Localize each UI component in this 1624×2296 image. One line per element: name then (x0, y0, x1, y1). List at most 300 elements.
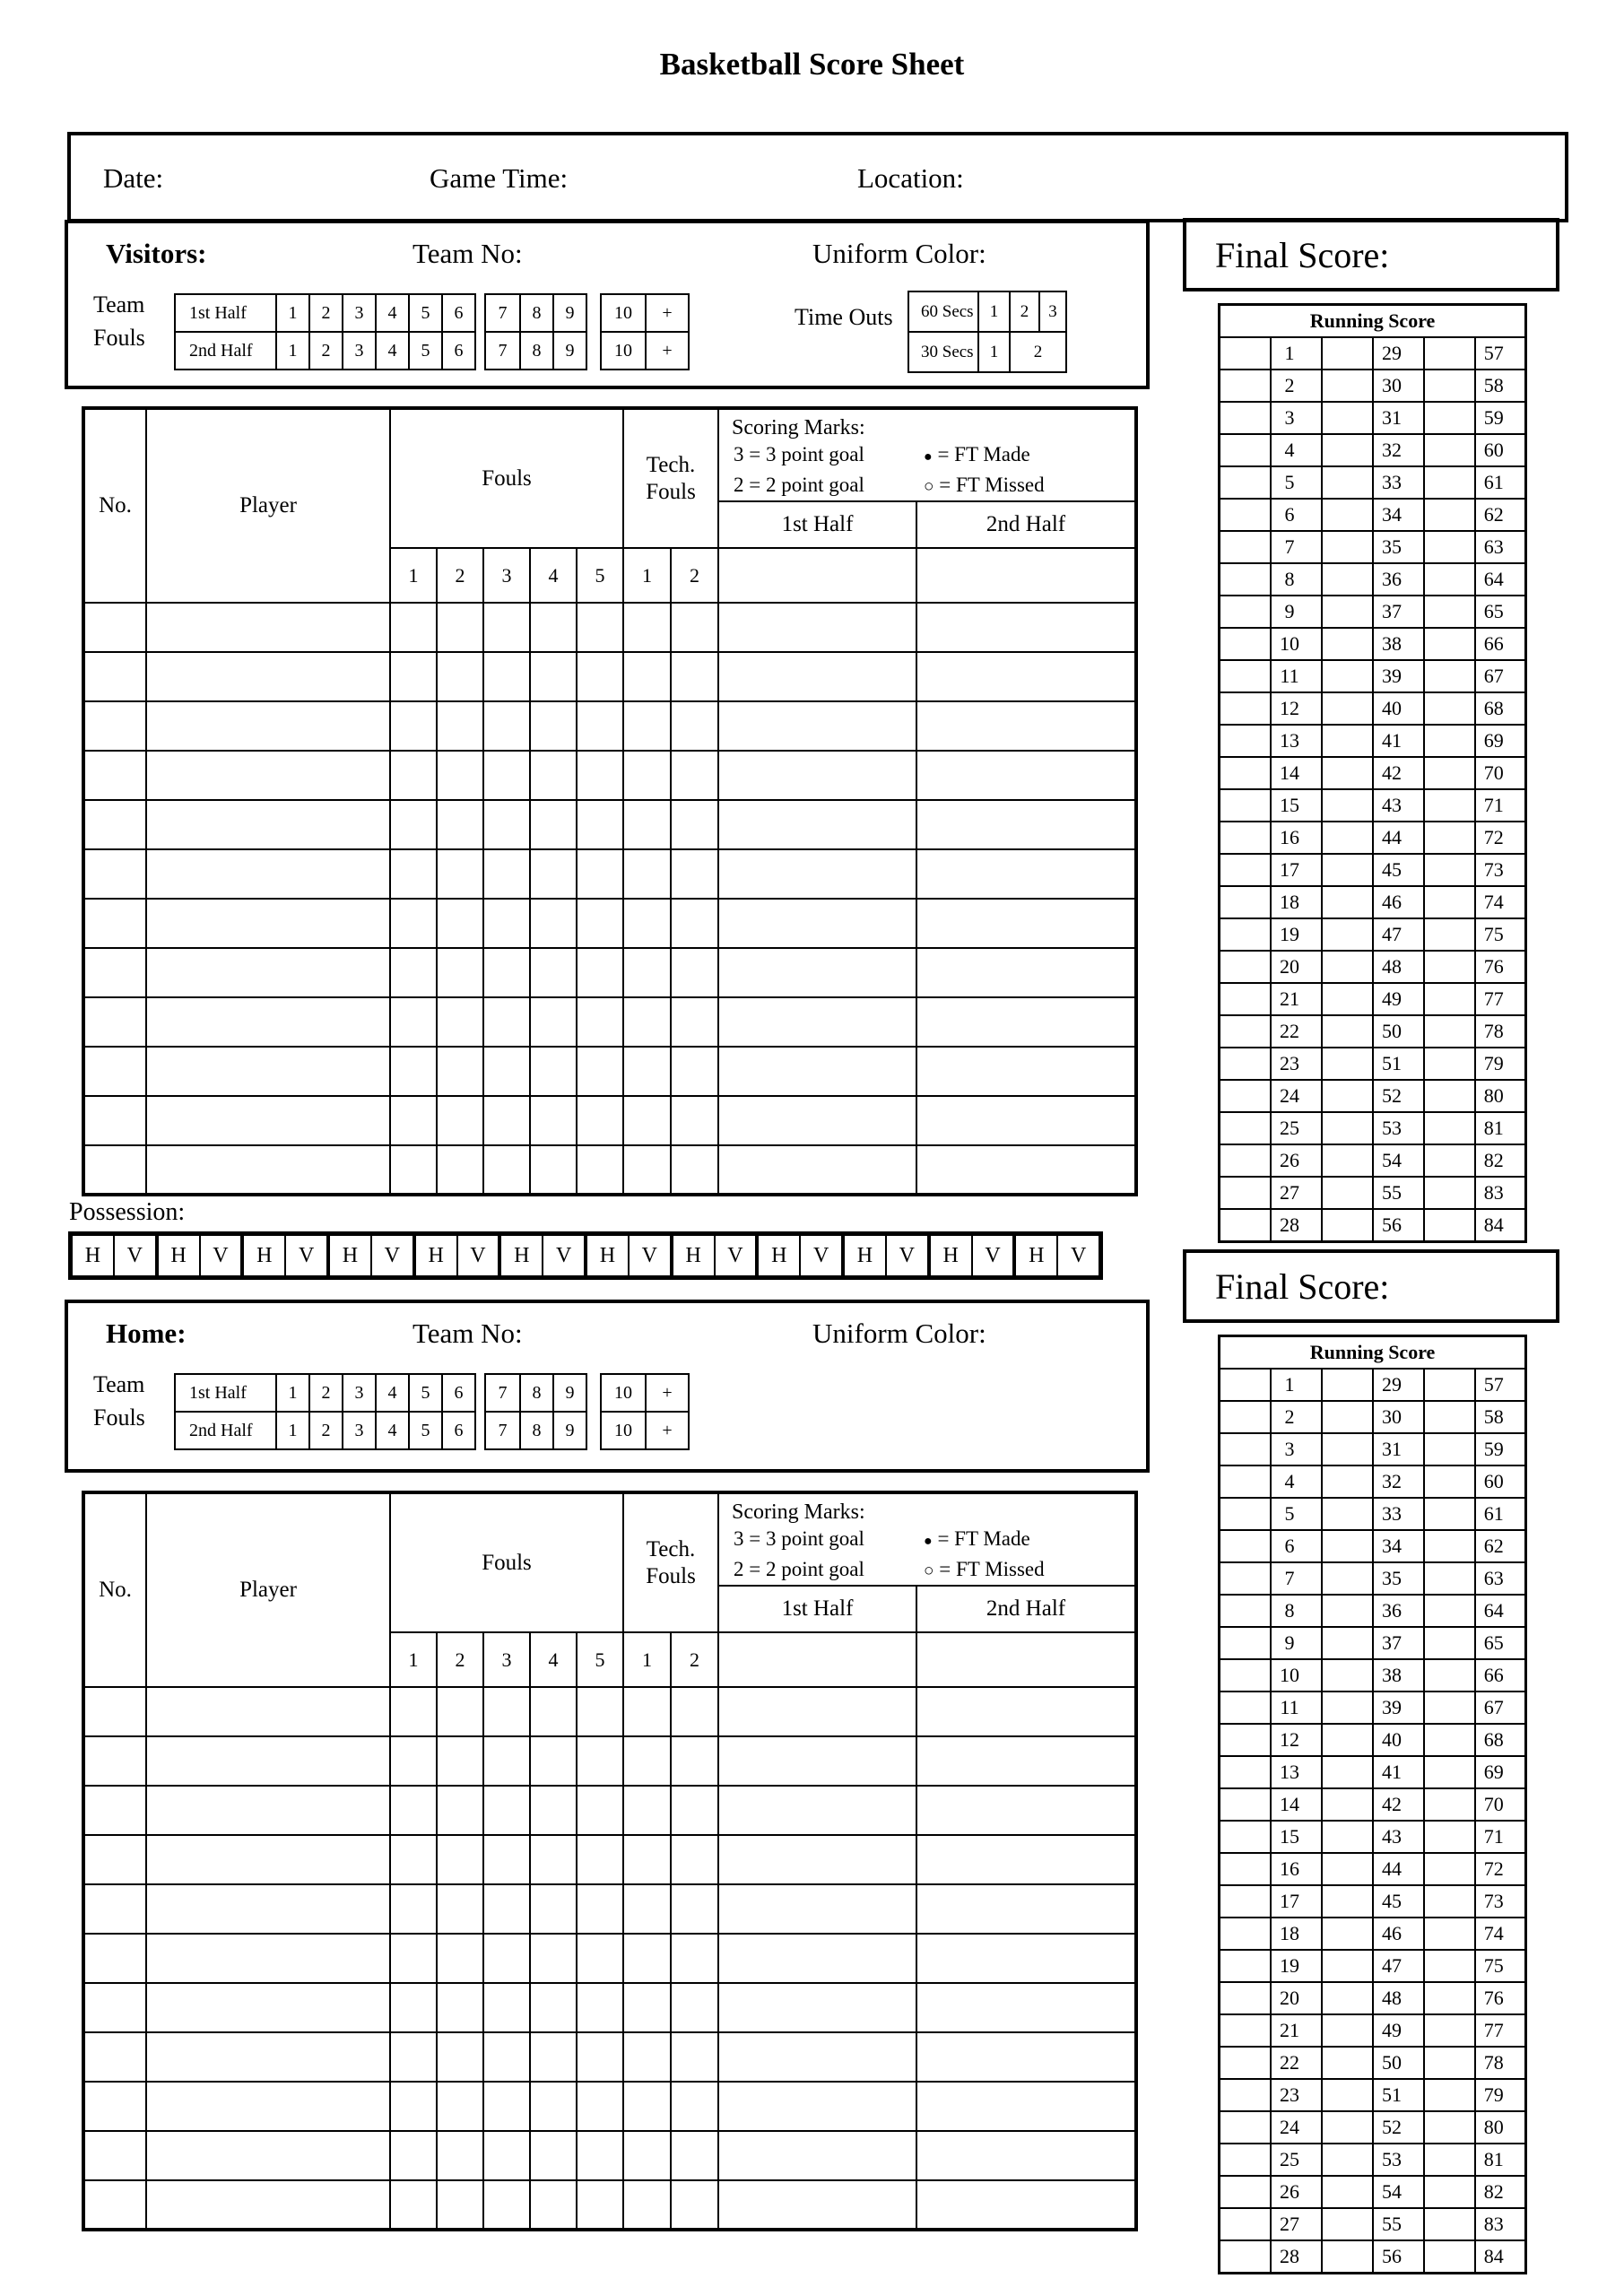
foul-mark-cell[interactable] (437, 1934, 483, 1983)
running-score-number-cell[interactable]: 72 (1475, 1853, 1526, 1885)
running-score-number-cell[interactable]: 35 (1373, 1562, 1424, 1595)
running-score-number-cell[interactable]: 77 (1475, 983, 1526, 1015)
player-name-cell[interactable] (146, 1786, 390, 1835)
foul-mark-cell[interactable] (530, 603, 577, 652)
foul-mark-cell[interactable] (390, 652, 437, 701)
foul-mark-cell[interactable] (483, 1736, 530, 1786)
running-score-entry-cell[interactable] (1220, 983, 1271, 1015)
team-foul-number-cell[interactable]: 2 (308, 295, 342, 331)
first-half-score-cell[interactable] (718, 1047, 916, 1096)
foul-mark-cell[interactable] (390, 997, 437, 1047)
running-score-number-cell[interactable]: 67 (1475, 1692, 1526, 1724)
running-score-entry-cell[interactable] (1424, 1627, 1475, 1659)
running-score-number-cell[interactable]: 65 (1475, 596, 1526, 628)
foul-mark-cell[interactable] (390, 899, 437, 948)
running-score-number-cell[interactable]: 74 (1475, 886, 1526, 918)
first-half-score-cell[interactable] (718, 1736, 916, 1786)
running-score-entry-cell[interactable] (1220, 2144, 1271, 2176)
team-foul-number-cell[interactable]: 9 (552, 333, 586, 369)
tech-foul-mark-cell[interactable] (671, 1736, 718, 1786)
team-foul-number-cell[interactable]: 6 (441, 1413, 474, 1448)
foul-mark-cell[interactable] (530, 997, 577, 1047)
running-score-entry-cell[interactable] (1322, 822, 1373, 854)
tech-foul-mark-cell[interactable] (671, 800, 718, 849)
running-score-entry-cell[interactable] (1424, 1756, 1475, 1788)
running-score-entry-cell[interactable] (1322, 1498, 1373, 1530)
running-score-number-cell[interactable]: 42 (1373, 757, 1424, 789)
running-score-entry-cell[interactable] (1424, 2047, 1475, 2079)
running-score-number-cell[interactable]: 59 (1475, 402, 1526, 434)
running-score-number-cell[interactable]: 50 (1373, 1015, 1424, 1048)
foul-mark-cell[interactable] (483, 849, 530, 899)
running-score-entry-cell[interactable] (1322, 1144, 1373, 1177)
possession-home-cell[interactable]: H (501, 1236, 543, 1275)
running-score-number-cell[interactable]: 26 (1271, 1144, 1322, 1177)
team-foul-number-cell[interactable]: 4 (375, 333, 408, 369)
team-foul-number-cell[interactable]: 6 (441, 333, 474, 369)
tech-foul-mark-cell[interactable] (671, 1786, 718, 1835)
foul-mark-cell[interactable] (530, 1047, 577, 1096)
running-score-number-cell[interactable]: 53 (1373, 1112, 1424, 1144)
tech-foul-mark-cell[interactable] (671, 1983, 718, 2032)
running-score-number-cell[interactable]: 27 (1271, 1177, 1322, 1209)
running-score-entry-cell[interactable] (1322, 466, 1373, 499)
running-score-entry-cell[interactable] (1424, 596, 1475, 628)
running-score-number-cell[interactable]: 15 (1271, 789, 1322, 822)
running-score-number-cell[interactable]: 12 (1271, 1724, 1322, 1756)
running-score-entry-cell[interactable] (1220, 1724, 1271, 1756)
running-score-entry-cell[interactable] (1322, 1465, 1373, 1498)
foul-mark-cell[interactable] (530, 2082, 577, 2131)
running-score-entry-cell[interactable] (1220, 692, 1271, 725)
team-foul-number-cell[interactable]: + (645, 1375, 688, 1411)
foul-mark-cell[interactable] (530, 2180, 577, 2230)
running-score-number-cell[interactable]: 12 (1271, 692, 1322, 725)
foul-mark-cell[interactable] (530, 948, 577, 997)
running-score-number-cell[interactable]: 52 (1373, 2111, 1424, 2144)
running-score-entry-cell[interactable] (1220, 2208, 1271, 2240)
player-name-cell[interactable] (146, 1835, 390, 1884)
foul-mark-cell[interactable] (483, 1047, 530, 1096)
running-score-number-cell[interactable]: 28 (1271, 2240, 1322, 2274)
running-score-entry-cell[interactable] (1220, 1692, 1271, 1724)
foul-mark-cell[interactable] (577, 2131, 623, 2180)
running-score-number-cell[interactable]: 83 (1475, 1177, 1526, 1209)
player-no-cell[interactable] (83, 603, 146, 652)
running-score-number-cell[interactable]: 81 (1475, 1112, 1526, 1144)
running-score-entry-cell[interactable] (1424, 1853, 1475, 1885)
running-score-entry-cell[interactable] (1220, 1015, 1271, 1048)
player-name-cell[interactable] (146, 1687, 390, 1736)
running-score-entry-cell[interactable] (1424, 918, 1475, 951)
player-no-cell[interactable] (83, 1786, 146, 1835)
foul-mark-cell[interactable] (577, 2032, 623, 2082)
running-score-number-cell[interactable]: 67 (1475, 660, 1526, 692)
running-score-number-cell[interactable]: 33 (1373, 1498, 1424, 1530)
second-half-score-cell[interactable] (916, 652, 1136, 701)
running-score-number-cell[interactable]: 38 (1373, 1659, 1424, 1692)
foul-mark-cell[interactable] (390, 1934, 437, 1983)
team-foul-number-cell[interactable]: 2 (308, 1375, 342, 1411)
foul-mark-cell[interactable] (390, 2180, 437, 2230)
running-score-number-cell[interactable]: 28 (1271, 1209, 1322, 1242)
running-score-number-cell[interactable]: 5 (1271, 1498, 1322, 1530)
running-score-number-cell[interactable]: 9 (1271, 1627, 1322, 1659)
foul-mark-cell[interactable] (390, 2082, 437, 2131)
team-foul-number-cell[interactable]: 3 (342, 1375, 375, 1411)
running-score-entry-cell[interactable] (1322, 951, 1373, 983)
tech-foul-mark-cell[interactable] (671, 1934, 718, 1983)
running-score-number-cell[interactable]: 71 (1475, 1821, 1526, 1853)
tech-foul-mark-cell[interactable] (623, 2082, 671, 2131)
running-score-number-cell[interactable]: 8 (1271, 563, 1322, 596)
running-score-entry-cell[interactable] (1220, 499, 1271, 531)
running-score-entry-cell[interactable] (1220, 2079, 1271, 2111)
running-score-number-cell[interactable]: 62 (1475, 499, 1526, 531)
running-score-number-cell[interactable]: 57 (1475, 1369, 1526, 1401)
running-score-number-cell[interactable]: 43 (1373, 1821, 1424, 1853)
foul-mark-cell[interactable] (577, 997, 623, 1047)
second-half-score-cell[interactable] (916, 701, 1136, 751)
foul-mark-cell[interactable] (437, 603, 483, 652)
running-score-number-cell[interactable]: 63 (1475, 531, 1526, 563)
running-score-entry-cell[interactable] (1322, 596, 1373, 628)
running-score-entry-cell[interactable] (1220, 951, 1271, 983)
running-score-number-cell[interactable]: 18 (1271, 886, 1322, 918)
possession-visitor-cell[interactable]: V (1070, 1243, 1087, 1267)
running-score-number-cell[interactable]: 32 (1373, 434, 1424, 466)
foul-mark-cell[interactable] (577, 948, 623, 997)
foul-mark-cell[interactable] (577, 2082, 623, 2131)
team-foul-number-cell[interactable]: 8 (519, 333, 552, 369)
running-score-entry-cell[interactable] (1424, 1918, 1475, 1950)
foul-mark-cell[interactable] (577, 1884, 623, 1934)
running-score-entry-cell[interactable] (1424, 951, 1475, 983)
tech-foul-mark-cell[interactable] (671, 2032, 718, 2082)
running-score-number-cell[interactable]: 23 (1271, 1048, 1322, 1080)
foul-mark-cell[interactable] (483, 1835, 530, 1884)
running-score-entry-cell[interactable] (1220, 596, 1271, 628)
foul-mark-cell[interactable] (483, 2131, 530, 2180)
foul-mark-cell[interactable] (437, 2131, 483, 2180)
tech-foul-mark-cell[interactable] (623, 1047, 671, 1096)
player-no-cell[interactable] (83, 1835, 146, 1884)
second-half-score-cell[interactable] (916, 1687, 1136, 1736)
running-score-entry-cell[interactable] (1424, 1821, 1475, 1853)
running-score-number-cell[interactable]: 64 (1475, 1595, 1526, 1627)
tech-foul-mark-cell[interactable] (671, 948, 718, 997)
running-score-entry-cell[interactable] (1424, 2208, 1475, 2240)
second-half-score-cell[interactable] (916, 2180, 1136, 2230)
running-score-entry-cell[interactable] (1322, 1692, 1373, 1724)
running-score-number-cell[interactable]: 73 (1475, 1885, 1526, 1918)
foul-mark-cell[interactable] (437, 1096, 483, 1145)
possession-visitor-cell[interactable]: V (384, 1243, 400, 1267)
running-score-number-cell[interactable]: 31 (1373, 1433, 1424, 1465)
running-score-entry-cell[interactable] (1322, 370, 1373, 402)
running-score-number-cell[interactable]: 64 (1475, 563, 1526, 596)
foul-mark-cell[interactable] (390, 2131, 437, 2180)
running-score-entry-cell[interactable] (1424, 1982, 1475, 2014)
team-foul-number-cell[interactable]: 2 (308, 1413, 342, 1448)
foul-mark-cell[interactable] (390, 948, 437, 997)
running-score-entry-cell[interactable] (1424, 434, 1475, 466)
foul-mark-cell[interactable] (577, 1145, 623, 1195)
possession-home-cell[interactable]: H (73, 1236, 115, 1275)
running-score-number-cell[interactable]: 59 (1475, 1433, 1526, 1465)
running-score-entry-cell[interactable] (1424, 725, 1475, 757)
running-score-entry-cell[interactable] (1322, 725, 1373, 757)
running-score-entry-cell[interactable] (1424, 1885, 1475, 1918)
player-name-cell[interactable] (146, 899, 390, 948)
running-score-entry-cell[interactable] (1424, 854, 1475, 886)
foul-mark-cell[interactable] (530, 1983, 577, 2032)
running-score-entry-cell[interactable] (1322, 983, 1373, 1015)
running-score-number-cell[interactable]: 54 (1373, 2176, 1424, 2208)
running-score-number-cell[interactable]: 68 (1475, 692, 1526, 725)
possession-home-cell[interactable]: H (1016, 1236, 1058, 1275)
running-score-entry-cell[interactable] (1322, 1756, 1373, 1788)
running-score-entry-cell[interactable] (1220, 1498, 1271, 1530)
running-score-entry-cell[interactable] (1424, 2079, 1475, 2111)
running-score-number-cell[interactable]: 5 (1271, 466, 1322, 499)
running-score-number-cell[interactable]: 21 (1271, 2014, 1322, 2047)
running-score-entry-cell[interactable] (1322, 531, 1373, 563)
running-score-entry-cell[interactable] (1424, 499, 1475, 531)
running-score-entry-cell[interactable] (1322, 757, 1373, 789)
foul-mark-cell[interactable] (577, 701, 623, 751)
possession-visitor-cell[interactable]: V (727, 1243, 743, 1267)
possession-visitor-cell[interactable]: V (555, 1243, 572, 1267)
running-score-number-cell[interactable]: 15 (1271, 1821, 1322, 1853)
timeout-number-cell[interactable]: 1 (977, 292, 1009, 331)
running-score-number-cell[interactable]: 19 (1271, 1950, 1322, 1982)
possession-home-cell[interactable]: H (673, 1236, 716, 1275)
possession-visitor-cell[interactable]: V (985, 1243, 1001, 1267)
player-no-cell[interactable] (83, 2082, 146, 2131)
player-name-cell[interactable] (146, 1934, 390, 1983)
team-foul-number-cell[interactable]: 10 (614, 340, 632, 361)
player-no-cell[interactable] (83, 849, 146, 899)
foul-mark-cell[interactable] (390, 2032, 437, 2082)
foul-mark-cell[interactable] (530, 1096, 577, 1145)
running-score-entry-cell[interactable] (1424, 2014, 1475, 2047)
running-score-number-cell[interactable]: 35 (1373, 531, 1424, 563)
running-score-number-cell[interactable]: 25 (1271, 1112, 1322, 1144)
tech-foul-mark-cell[interactable] (671, 603, 718, 652)
second-half-score-cell[interactable] (916, 1736, 1136, 1786)
team-foul-number-cell[interactable]: 9 (552, 1375, 586, 1411)
tech-foul-mark-cell[interactable] (671, 652, 718, 701)
second-half-score-cell[interactable] (916, 1786, 1136, 1835)
running-score-entry-cell[interactable] (1424, 1950, 1475, 1982)
running-score-number-cell[interactable]: 74 (1475, 1918, 1526, 1950)
second-half-score-cell[interactable] (916, 948, 1136, 997)
possession-visitor-cell[interactable]: V (126, 1243, 143, 1267)
running-score-number-cell[interactable]: 22 (1271, 1015, 1322, 1048)
tech-foul-mark-cell[interactable] (623, 1736, 671, 1786)
running-score-entry-cell[interactable] (1322, 2208, 1373, 2240)
foul-mark-cell[interactable] (390, 1687, 437, 1736)
player-name-cell[interactable] (146, 2082, 390, 2131)
first-half-score-cell[interactable] (718, 751, 916, 800)
foul-mark-cell[interactable] (390, 1835, 437, 1884)
foul-mark-cell[interactable] (437, 1983, 483, 2032)
foul-mark-cell[interactable] (390, 849, 437, 899)
running-score-number-cell[interactable]: 49 (1373, 983, 1424, 1015)
running-score-number-cell[interactable]: 2 (1271, 1401, 1322, 1433)
running-score-number-cell[interactable]: 70 (1475, 1788, 1526, 1821)
foul-mark-cell[interactable] (483, 1934, 530, 1983)
running-score-entry-cell[interactable] (1322, 402, 1373, 434)
foul-mark-cell[interactable] (483, 948, 530, 997)
foul-mark-cell[interactable] (390, 800, 437, 849)
possession-home-cell[interactable]: H (845, 1236, 887, 1275)
foul-mark-cell[interactable] (390, 751, 437, 800)
running-score-entry-cell[interactable] (1322, 499, 1373, 531)
running-score-number-cell[interactable]: 36 (1373, 563, 1424, 596)
running-score-number-cell[interactable]: 77 (1475, 2014, 1526, 2047)
running-score-entry-cell[interactable] (1220, 563, 1271, 596)
foul-mark-cell[interactable] (530, 1835, 577, 1884)
foul-mark-cell[interactable] (577, 652, 623, 701)
running-score-entry-cell[interactable] (1220, 628, 1271, 660)
running-score-entry-cell[interactable] (1220, 1627, 1271, 1659)
foul-mark-cell[interactable] (577, 849, 623, 899)
running-score-entry-cell[interactable] (1424, 1692, 1475, 1724)
second-half-score-cell[interactable] (916, 2032, 1136, 2082)
running-score-entry-cell[interactable] (1322, 854, 1373, 886)
tech-foul-mark-cell[interactable] (671, 1835, 718, 1884)
foul-mark-cell[interactable] (390, 1096, 437, 1145)
running-score-entry-cell[interactable] (1220, 1821, 1271, 1853)
running-score-entry-cell[interactable] (1220, 1918, 1271, 1950)
running-score-number-cell[interactable]: 38 (1373, 628, 1424, 660)
running-score-number-cell[interactable]: 41 (1373, 725, 1424, 757)
running-score-number-cell[interactable]: 17 (1271, 1885, 1322, 1918)
player-name-cell[interactable] (146, 1983, 390, 2032)
running-score-number-cell[interactable]: 81 (1475, 2144, 1526, 2176)
running-score-number-cell[interactable]: 47 (1373, 1950, 1424, 1982)
running-score-number-cell[interactable]: 60 (1475, 434, 1526, 466)
foul-mark-cell[interactable] (390, 1145, 437, 1195)
second-half-score-cell[interactable] (916, 2131, 1136, 2180)
possession-visitor-cell[interactable]: V (641, 1243, 657, 1267)
running-score-entry-cell[interactable] (1220, 2111, 1271, 2144)
running-score-number-cell[interactable]: 76 (1475, 951, 1526, 983)
player-no-cell[interactable] (83, 948, 146, 997)
player-no-cell[interactable] (83, 1096, 146, 1145)
running-score-number-cell[interactable]: 3 (1271, 1433, 1322, 1465)
player-name-cell[interactable] (146, 1884, 390, 1934)
team-foul-number-cell[interactable]: 5 (408, 333, 441, 369)
running-score-entry-cell[interactable] (1322, 563, 1373, 596)
foul-mark-cell[interactable] (483, 899, 530, 948)
possession-visitor-cell[interactable]: V (899, 1243, 915, 1267)
timeout-number-cell[interactable]: 2 (1009, 292, 1038, 331)
running-score-number-cell[interactable]: 3 (1271, 402, 1322, 434)
team-foul-number-cell[interactable]: 7 (498, 1382, 508, 1403)
player-name-cell[interactable] (146, 800, 390, 849)
first-half-score-cell[interactable] (718, 997, 916, 1047)
player-name-cell[interactable] (146, 997, 390, 1047)
running-score-entry-cell[interactable] (1220, 1950, 1271, 1982)
player-name-cell[interactable] (146, 2131, 390, 2180)
running-score-entry-cell[interactable] (1322, 789, 1373, 822)
possession-home-cell[interactable]: H (159, 1236, 201, 1275)
running-score-entry-cell[interactable] (1322, 1950, 1373, 1982)
foul-mark-cell[interactable] (530, 1786, 577, 1835)
running-score-number-cell[interactable]: 13 (1271, 725, 1322, 757)
running-score-number-cell[interactable]: 52 (1373, 1080, 1424, 1112)
foul-mark-cell[interactable] (530, 2131, 577, 2180)
foul-mark-cell[interactable] (483, 1983, 530, 2032)
running-score-entry-cell[interactable] (1424, 1433, 1475, 1465)
running-score-number-cell[interactable]: 58 (1475, 370, 1526, 402)
running-score-entry-cell[interactable] (1322, 660, 1373, 692)
running-score-number-cell[interactable]: 6 (1271, 1530, 1322, 1562)
running-score-number-cell[interactable]: 7 (1271, 531, 1322, 563)
running-score-number-cell[interactable]: 4 (1271, 434, 1322, 466)
player-name-cell[interactable] (146, 948, 390, 997)
running-score-entry-cell[interactable] (1424, 1401, 1475, 1433)
running-score-number-cell[interactable]: 27 (1271, 2208, 1322, 2240)
running-score-entry-cell[interactable] (1322, 886, 1373, 918)
running-score-entry-cell[interactable] (1424, 466, 1475, 499)
running-score-number-cell[interactable]: 13 (1271, 1756, 1322, 1788)
team-foul-number-cell[interactable]: 5 (408, 1413, 441, 1448)
running-score-number-cell[interactable]: 7 (1271, 1562, 1322, 1595)
running-score-entry-cell[interactable] (1322, 2144, 1373, 2176)
tech-foul-mark-cell[interactable] (623, 2131, 671, 2180)
team-foul-number-cell[interactable]: + (645, 295, 688, 331)
running-score-entry-cell[interactable] (1424, 1724, 1475, 1756)
running-score-number-cell[interactable]: 14 (1271, 1788, 1322, 1821)
running-score-number-cell[interactable]: 9 (1271, 596, 1322, 628)
timeout-number-cell[interactable]: 2 (1009, 333, 1065, 371)
running-score-entry-cell[interactable] (1220, 1885, 1271, 1918)
player-no-cell[interactable] (83, 1884, 146, 1934)
running-score-entry-cell[interactable] (1322, 2240, 1373, 2274)
running-score-number-cell[interactable]: 63 (1475, 1562, 1526, 1595)
running-score-number-cell[interactable]: 6 (1271, 499, 1322, 531)
running-score-number-cell[interactable]: 44 (1373, 822, 1424, 854)
player-no-cell[interactable] (83, 899, 146, 948)
running-score-number-cell[interactable]: 42 (1373, 1788, 1424, 1821)
second-half-score-cell[interactable] (916, 1934, 1136, 1983)
possession-visitor-cell[interactable]: V (812, 1243, 829, 1267)
running-score-entry-cell[interactable] (1322, 1659, 1373, 1692)
running-score-entry-cell[interactable] (1220, 466, 1271, 499)
possession-visitor-cell[interactable]: V (470, 1243, 486, 1267)
running-score-number-cell[interactable]: 61 (1475, 466, 1526, 499)
team-foul-number-cell[interactable]: 3 (342, 295, 375, 331)
running-score-entry-cell[interactable] (1424, 1177, 1475, 1209)
possession-visitor-cell[interactable]: V (213, 1243, 229, 1267)
running-score-number-cell[interactable]: 48 (1373, 1982, 1424, 2014)
running-score-number-cell[interactable]: 39 (1373, 660, 1424, 692)
running-score-entry-cell[interactable] (1322, 1401, 1373, 1433)
foul-mark-cell[interactable] (483, 1687, 530, 1736)
running-score-number-cell[interactable]: 40 (1373, 692, 1424, 725)
running-score-entry-cell[interactable] (1220, 2176, 1271, 2208)
second-half-score-cell[interactable] (916, 603, 1136, 652)
second-half-score-cell[interactable] (916, 849, 1136, 899)
player-name-cell[interactable] (146, 652, 390, 701)
running-score-number-cell[interactable]: 8 (1271, 1595, 1322, 1627)
running-score-number-cell[interactable]: 30 (1373, 1401, 1424, 1433)
running-score-entry-cell[interactable] (1322, 1177, 1373, 1209)
